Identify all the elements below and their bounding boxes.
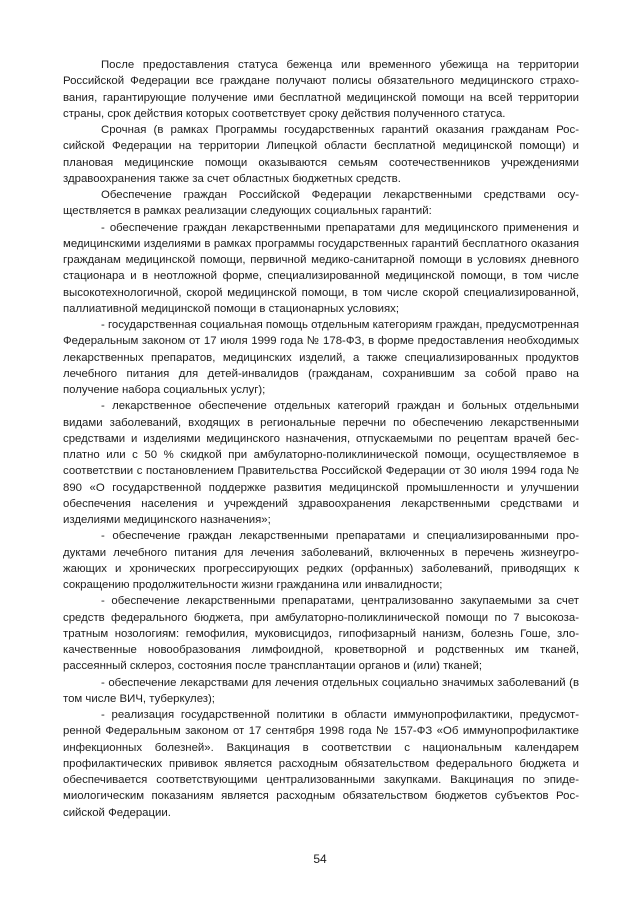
list-item-immunoprophylaxis: - реализация государственной политики в области иммунопрофилактики, предусмотренной Федеральным законом от 17 сентября 1998 года № 157-ФЗ «Об иммунопрофилактике инфекционных болезней». Вакцинация в соответствии с национальным календарем профилактических прививок является расходным обязательством федерального бюджета и обеспечивается соответствующими централизованными закупками. Вакцинация по эпидемиологическим показаниям является расходным обязательством бюджетов субъектов Российской Федерации. [63, 709, 579, 819]
paragraph-urgent-care: Срочная (в рамках Программы государственных гарантий оказания гражданам Российской Федерации на территории Липецкой области бесплатной медицинской помощи) и плановая медицинские помощи оказываются семьям соотечественников учреждениями здравоохранения также за счет областных бюджетных средств. [63, 124, 579, 185]
list-item-orphan-diseases: - обеспечение граждан лекарственными препаратами и специализированными продуктами лечебного питания для лечения заболеваний, включенных в перечень жизнеугрожающих и хронических прогрессирующих редких (орфанных) заболеваний, приводящих к сокращению продолжительности жизни гражданина или инвалидности; [63, 530, 579, 591]
paragraph-refugee-insurance: После предоставления статуса беженца или временного убежища на территории Российской Федерации все граждане получают полисы обязательного медицинского страхования, гарантирующие получение ими бесплатной медицинской помощи на всей территории страны, срок действия которых соответствует сроку действия полученного статуса. [63, 59, 579, 120]
list-item-high-cost-nosologies: - обеспечение лекарственными препаратами, централизованно закупаемыми за счет средств федерального бюджета, при амбулаторно-поликлинической помощи по 7 высокозатратным нозологиям: гемофилия, муковисцидоз, гипофизарный нанизм, болезнь Гоше, злокачественные новообразования лимфоидной, кроветворной и родственных им тканей, рассеянный склероз, состояния после трансплантации органов и (или) тканей; [63, 595, 579, 673]
list-item-socially-significant: - обеспечение лекарствами для лечения отдельных социально значимых заболеваний (в том числе ВИЧ, туберкулез); [63, 676, 579, 705]
paragraph-drug-provision-intro: Обеспечение граждан Российской Федерации лекарственными средствами осуществляется в рамках реализации следующих социальных гарантий: [63, 189, 579, 218]
document-body [63, 57, 579, 821]
list-item-regional-provision: - лекарственное обеспечение отдельных категорий граждан и больных отдельными видами заболеваний, входящих в региональные перечни по обеспечению лекарственными средствами и изделиями медицинского назначения, отпускаемыми по рецептам врачей бесплатно или с 50 % скидкой при амбулаторно-поликлинической помощи, осуществляемое в соответствии с постановлением Правительства Российской Федерации от 30 июля 1994 года № 890 «О государственной поддержке развития медицинской промышленности и улучшении обеспечения населения и учреждений здравоохранения лекарственными средствами и изделиями медицинского назначения»; [63, 400, 579, 526]
list-item-social-assistance: - государственная социальная помощь отдельным категориям граждан, предусмотренная Федеральным законом от 17 июля 1999 года № 178-ФЗ, в форме предоставления необходимых лекарственных препаратов, медицинских изделий, а также специализированных продуктов лечебного питания для детей-инвалидов (гражданам, сохранившим за собой право на получение набора социальных услуг); [63, 319, 579, 396]
page-number: 54 [313, 852, 327, 866]
list-item-state-guarantees: - обеспечение граждан лекарственными препаратами для медицинского применения и медицинскими изделиями в рамках программы государственных гарантий бесплатного оказания гражданам медицинской помощи, первичной медико-санитарной помощи в условиях дневного стационара и в неотложной форме, специализированной медицинской помощи, в том числе высокотехнологичной, скорой медицинской помощи, в том числе скорой специализированной, паллиативной медицинской помощи в стационарных условиях; [63, 221, 579, 315]
